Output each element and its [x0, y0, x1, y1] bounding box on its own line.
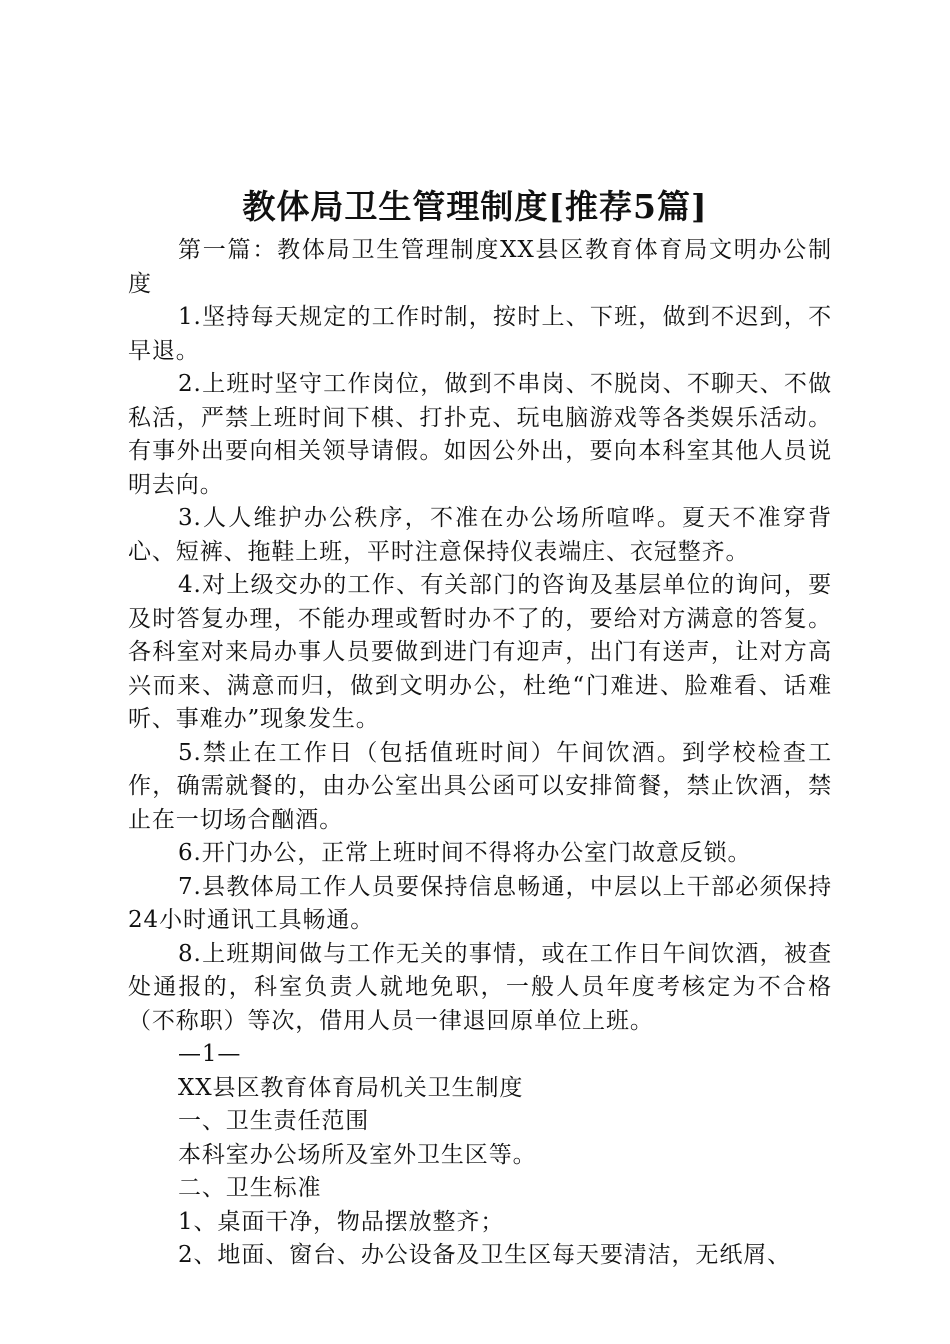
document-title: 教体局卫生管理制度[推荐5篇]: [242, 187, 708, 226]
page-number-marker: —1—: [178, 1041, 242, 1067]
section-heading-hygiene-system: XX县区教育体育局机关卫生制度: [178, 1074, 524, 1101]
document-body: [128, 234, 832, 1273]
paragraph-rule-8: 8.上班期间做与工作无关的事情，或在工作日午间饮酒，被查处通报的，科室负责人就地免职，一般人员年度考核定为不合格（不称职）等次，借用人员一律退回原单位上班。: [128, 940, 832, 1034]
paragraph-rule-6: 6.开门办公，正常上班时间不得将办公室门故意反锁。: [178, 840, 752, 866]
paragraph-responsibility-scope: 本科室办公场所及室外卫生区等。: [178, 1141, 537, 1168]
paragraph-rule-1: 1.坚持每天规定的工作时制，按时上、下班，做到不迟到，不早退。: [128, 304, 832, 364]
paragraph-rule-2: 2.上班时坚守工作岗位，做到不串岗、不脱岗、不聊天、不做私活，严禁上班时间下棋、打扑克、玩电脑游戏等各类娱乐活动。有事外出要向相关领导请假。如因公外出，要向本科室其他人员说明去向。: [128, 371, 832, 498]
paragraph-standard-1: 1、桌面干净，物品摆放整齐；: [178, 1208, 505, 1235]
paragraph-rule-3: 3.人人维护办公秩序，不准在办公场所喧哗。夏天不准穿背心、短裤、拖鞋上班，平时注意保持仪表端庄、衣冠整齐。: [128, 505, 832, 565]
section-heading-responsibility-scope: 一、卫生责任范围: [178, 1108, 370, 1134]
paragraph-standard-2: 2、地面、窗台、办公设备及卫生区每天要清洁，无纸屑、: [178, 1242, 792, 1268]
section-heading-hygiene-standard: 二、卫生标准: [178, 1175, 322, 1201]
paragraph-rule-4: 4.对上级交办的工作、有关部门的咨询及基层单位的询问，要及时答复办理，不能办理或暂时办不了的，要给对方满意的答复。各科室对来局办事人员要做到进门有迎声，出门有送声，让对方高兴而来、满意而归，做到文明办公，杜绝“门难进、脸难看、话难听、事难办”现象发生。: [128, 572, 832, 732]
paragraph-rule-5: 5.禁止在工作日（包括值班时间）午间饮酒。到学校检查工作，确需就餐的，由办公室出具公函可以安排简餐，禁止饮酒，禁止在一切场合酗酒。: [128, 739, 832, 833]
paragraph-rule-7: 7.县教体局工作人员要保持信息畅通，中层以上干部必须保持24小时通讯工具畅通。: [128, 873, 832, 933]
paragraph-part-one-heading: 第一篇：教体局卫生管理制度XX县区教育体育局文明办公制度: [128, 237, 832, 297]
